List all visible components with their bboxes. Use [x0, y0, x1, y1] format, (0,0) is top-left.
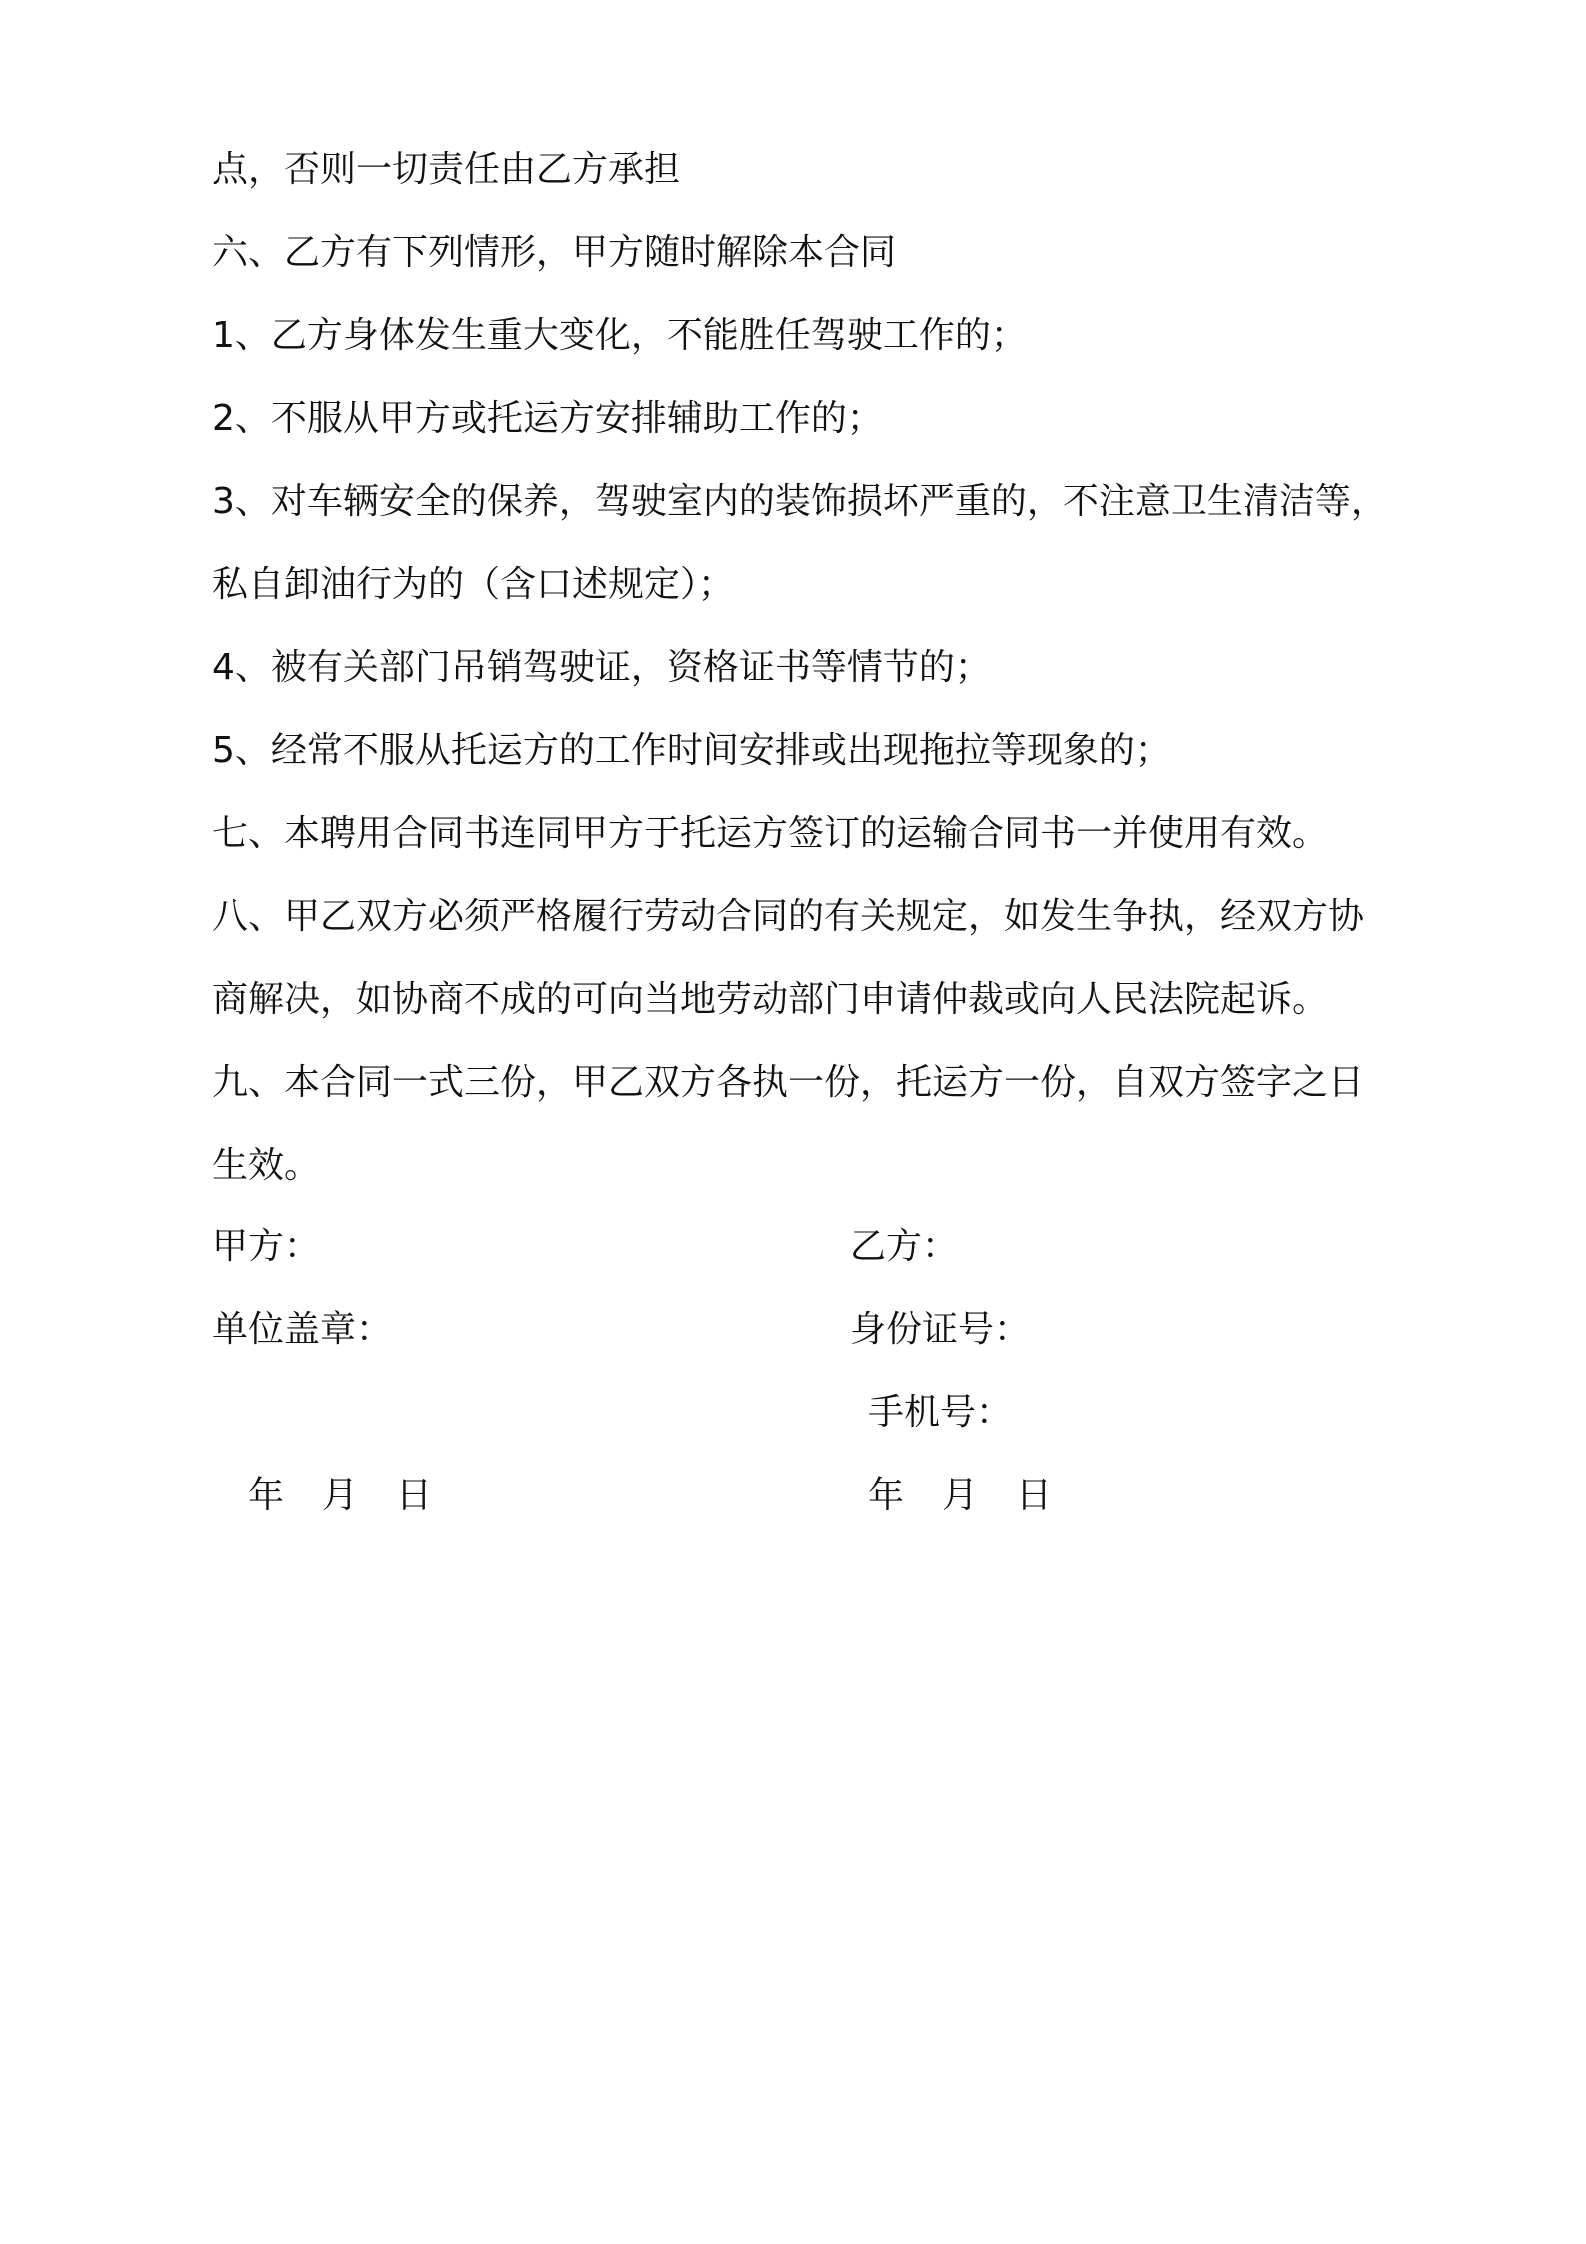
date-month: 月: [942, 1475, 979, 1516]
date-month: 月: [322, 1475, 359, 1516]
clause-line: 八、甲乙双方必须严格履行劳动合同的有关规定，如发生争执，经双方协: [212, 896, 1365, 937]
clause-line: 4、被有关部门吊销驾驶证，资格证书等情节的；: [212, 647, 991, 688]
clause-line: 点，否则一切责任由乙方承担: [212, 149, 681, 190]
clause-line: 私自卸油行为的（含口述规定）；: [212, 564, 735, 605]
clause-line: 六、乙方有下列情形，甲方随时解除本合同: [212, 232, 897, 273]
clause-line: 七、本聘用合同书连同甲方于托运方签订的运输合同书一并使用有效。: [212, 813, 1329, 854]
clause-line: 九、本合同一式三份，甲乙双方各执一份，托运方一份，自双方签字之日: [212, 1062, 1365, 1103]
id-number-label: 身份证号：: [850, 1309, 1031, 1350]
clause-line: 商解决，如协商不成的可向当地劳动部门申请仲裁或向人民法院起诉。: [212, 979, 1329, 1020]
clause-line: 2、不服从甲方或托运方安排辅助工作的；: [212, 398, 883, 439]
date-b: [868, 1471, 1090, 1521]
contract-body: [212, 128, 1412, 1207]
date-day: 日: [396, 1475, 433, 1516]
clause-line: 1、乙方身体发生重大变化，不能胜任驾驶工作的；: [212, 315, 1027, 356]
party-a-label: 甲方：: [212, 1226, 321, 1267]
phone-label: 手机号：: [868, 1392, 1013, 1433]
date-a: [248, 1471, 470, 1521]
clause-line: 生效。: [212, 1145, 321, 1186]
date-year: 年: [868, 1475, 905, 1516]
clause-line: 5、经常不服从托运方的工作时间安排或出现拖拉等现象的；: [212, 730, 1171, 771]
clause-line: 3、对车辆安全的保养，驾驶室内的装饰损坏严重的，不注意卫生清洁等，: [212, 481, 1387, 522]
date-year: 年: [248, 1475, 285, 1516]
date-day: 日: [1016, 1475, 1053, 1516]
party-b-label: 乙方：: [850, 1226, 959, 1267]
company-seal-label: 单位盖章：: [212, 1309, 393, 1350]
